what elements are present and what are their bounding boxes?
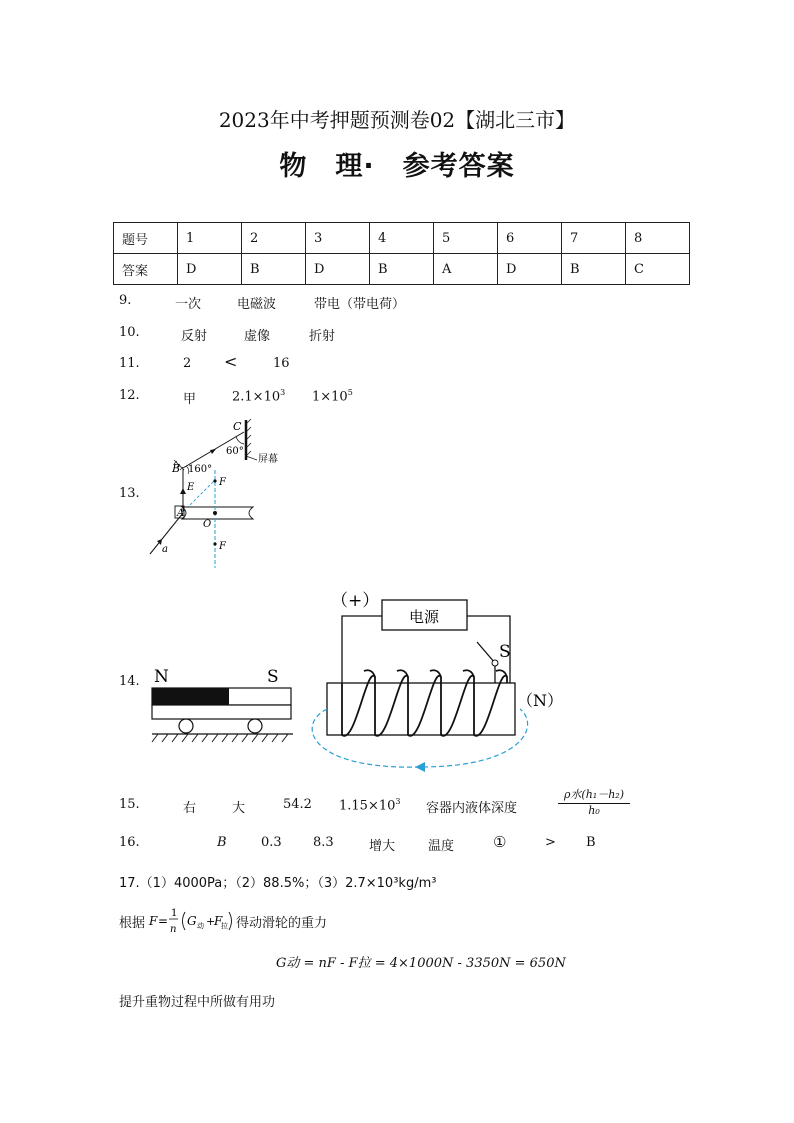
page-title: 2023年中考押题预测卷02【湖北三市】 (218, 108, 576, 132)
label-F-bottom: F (219, 541, 226, 552)
question-number: 14. (119, 674, 140, 689)
table-row-label: 答案 (114, 254, 178, 285)
answer-text: B (217, 835, 227, 850)
question-number: 10. (119, 325, 140, 340)
electromagnet-diagram (145, 585, 585, 775)
answer-text: 2 (183, 356, 192, 371)
table-cell: D (178, 254, 242, 285)
question-number: 15. (119, 797, 140, 812)
svg-text:F: F (214, 914, 223, 928)
answer-text: 增大 (369, 839, 396, 854)
answer-text: 甲 (183, 392, 197, 407)
density-formula (558, 786, 630, 817)
question-number: 11. (119, 356, 140, 371)
label-coil-N: （N） (517, 691, 564, 710)
table-cell: 4 (370, 223, 434, 254)
table-cell: B (242, 254, 306, 285)
label-E: E (187, 482, 195, 493)
table-cell: 7 (562, 223, 626, 254)
label-magnet-S: S (267, 667, 279, 687)
q17-answers: 17.（1）4000Pa；（2）88.5%；（3）2.7×10³kg/m³ (119, 876, 437, 891)
svg-text:F: F (149, 914, 158, 928)
q17-next-line: 提升重物过程中所做有用功 (119, 995, 276, 1010)
question-number: 9. (119, 293, 132, 308)
table-cell: 2 (242, 223, 306, 254)
label-C: C (233, 420, 242, 433)
answer-base: 1×10 (312, 389, 348, 405)
label-screen: 屏幕 (258, 454, 278, 465)
answer-text: 反射 (181, 329, 208, 344)
svg-text:n: n (170, 924, 177, 935)
answer-base: 2.1×10 (232, 389, 281, 405)
table-cell: C (626, 254, 690, 285)
table-cell: A (434, 254, 498, 285)
answer-text: ① (493, 833, 507, 851)
answer-text: 带电（带电荷） (314, 297, 406, 312)
table-cell: 8 (626, 223, 690, 254)
table-cell: D (498, 254, 562, 285)
table-cell: B (370, 254, 434, 285)
table-row (114, 254, 690, 285)
formula-denominator: h₀ (588, 804, 600, 817)
label-angle-60: 60° (226, 446, 244, 457)
answer-text: < (224, 352, 238, 371)
svg-text:G: G (187, 914, 197, 928)
answer-text: B (586, 835, 596, 850)
answer-text: 0.3 (261, 835, 282, 850)
table-cell: 1 (178, 223, 242, 254)
svg-text:+: + (206, 915, 216, 928)
optics-diagram (140, 412, 290, 572)
label-magnet-N: N (154, 667, 169, 687)
label-power-source: 电源 (408, 608, 440, 626)
table-row (114, 223, 690, 254)
table-cell: 5 (434, 223, 498, 254)
answer-text: 虚像 (244, 329, 271, 344)
formula-numerator: ρ水(h₁－h₂) (558, 786, 630, 804)
answer-text: 容器内液体深度 (426, 801, 518, 816)
label-F-top: F (219, 477, 226, 488)
answer-text (312, 388, 353, 404)
answer-exponent: 3 (280, 388, 286, 397)
table-row-label: 题号 (114, 223, 178, 254)
label-A: A (177, 508, 185, 519)
answer-exponent: 5 (347, 388, 353, 397)
answer-text: 温度 (428, 839, 455, 854)
svg-text:拉: 拉 (221, 922, 228, 930)
pulley-formula (147, 902, 235, 938)
answer-text: 16 (273, 356, 290, 371)
table-cell: D (306, 254, 370, 285)
answer-text: 电磁波 (237, 297, 277, 312)
answer-table (113, 222, 690, 285)
table-cell: 6 (498, 223, 562, 254)
label-a: a (162, 544, 168, 555)
page-subtitle: 物 理· 参考答案 (279, 151, 515, 182)
label-positive-terminal: （+） (331, 591, 380, 611)
answer-text (339, 797, 400, 813)
q17-equation: G动 = nF - F拉 = 4×1000N - 3350N = 650N (276, 956, 566, 971)
answer-text: > (545, 835, 556, 850)
answer-text: 一次 (175, 297, 202, 312)
q17-basis-suffix: 得动滑轮的重力 (236, 916, 328, 931)
answer-exponent: 3 (395, 797, 401, 806)
answer-text (232, 388, 285, 404)
label-O: O (203, 519, 212, 530)
svg-text:动: 动 (197, 922, 204, 930)
answer-text: 大 (232, 801, 246, 816)
label-B: B (172, 462, 181, 475)
q17-basis-prefix: 根据 (119, 916, 146, 931)
table-cell: B (562, 254, 626, 285)
answer-text: 8.3 (313, 835, 334, 850)
table-cell: 3 (306, 223, 370, 254)
svg-text:1: 1 (171, 908, 178, 919)
label-angle-160: 160° (188, 464, 213, 475)
label-switch-S: S (499, 642, 511, 662)
answer-text: 54.2 (283, 797, 312, 812)
answer-text: 右 (183, 801, 197, 816)
question-number: 12. (119, 388, 140, 403)
svg-text:=: = (158, 914, 169, 928)
answer-base: 1.15×10 (339, 798, 396, 814)
question-number: 13. (119, 486, 140, 501)
answer-text: 折射 (309, 329, 336, 344)
question-number: 16. (119, 835, 140, 850)
